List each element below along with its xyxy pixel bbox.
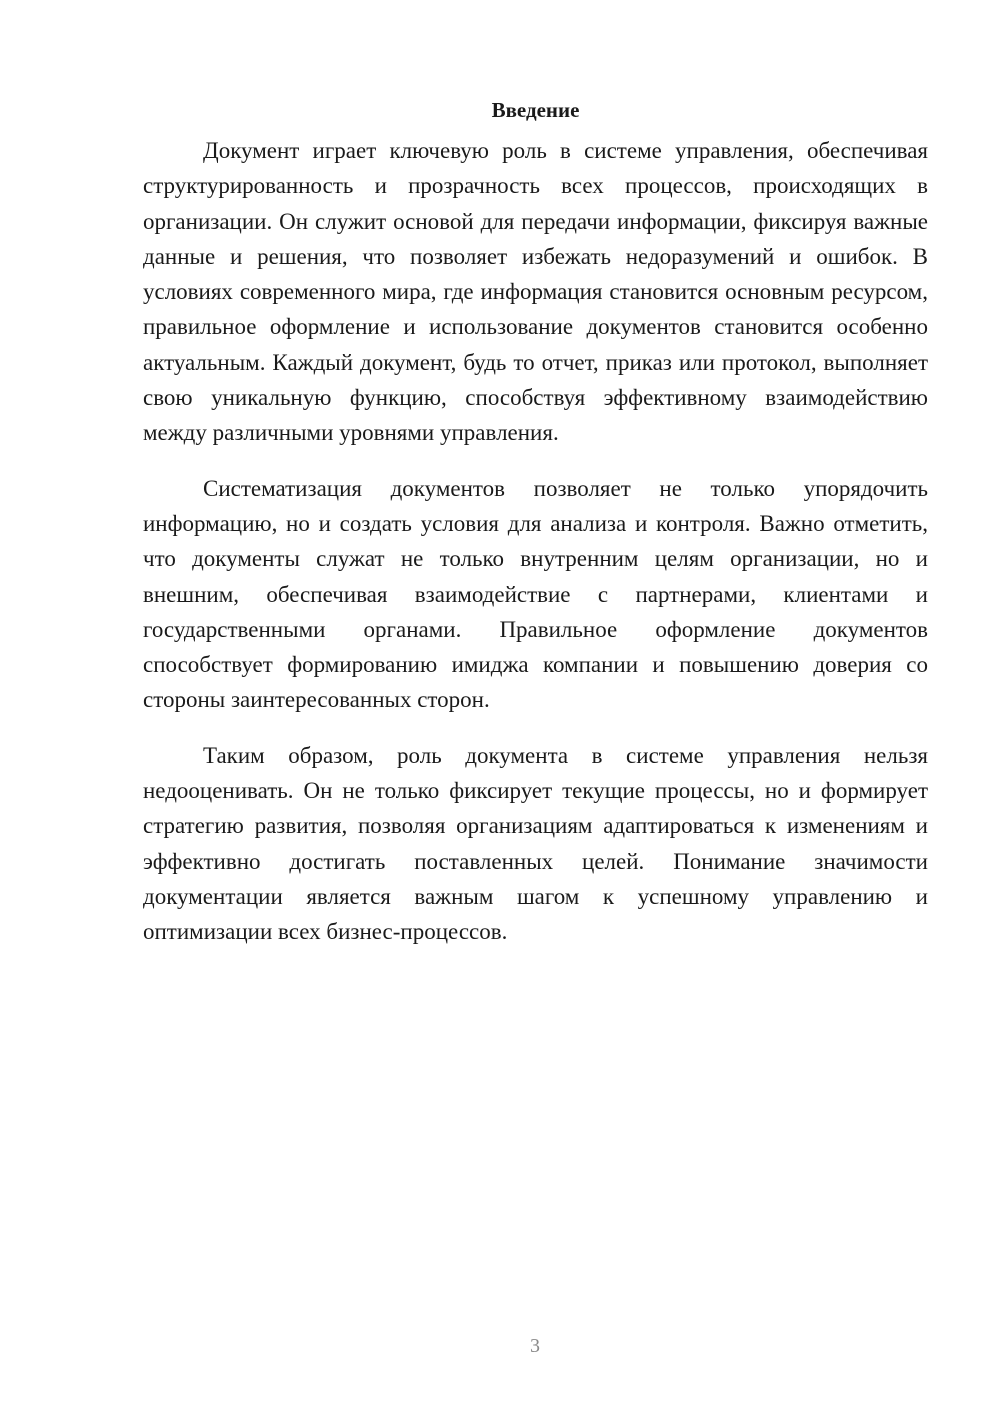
- section-title: Введение: [491, 98, 580, 122]
- paragraph-2: Систематизация документов позволяет не только упорядочить информацию, но и создать условия для анализа и контроля. Важно отметить, что документы служат не только внутренним целям организации, но и внешним, обеспечивая взаимодействие с партнерами, клиентами и государственными органами. Правильное оформление документов способствует формированию имиджа компании и повышению доверия со стороны заинтересованных сторон.: [143, 475, 928, 713]
- page-content: [143, 93, 928, 950]
- paragraph-3: Таким образом, роль документа в системе управления нельзя недооценивать. Он не только фиксирует текущие процессы, но и формирует стратегию развития, позволяя организациям адаптироваться к изменениям и эффективно достигать поставленных целей. Понимание значимости документации является важным шагом к успешному управлению и оптимизации всех бизнес-процессов.: [143, 742, 928, 945]
- page-number: 3: [530, 1335, 540, 1357]
- paragraph-1: Документ играет ключевую роль в системе управления, обеспечивая структурированность и прозрачность всех процессов, происходящих в организации. Он служит основой для передачи информации, фиксируя важные данные и решения, что позволяет избежать недоразумений и ошибок. В условиях современного мира, где информация становится основным ресурсом, правильное оформление и использование документов становится особенно актуальным. Каждый документ, будь то отчет, приказ или протокол, выполняет свою уникальную функцию, способствуя эффективному взаимодействию между различными уровнями управления.: [143, 138, 928, 446]
